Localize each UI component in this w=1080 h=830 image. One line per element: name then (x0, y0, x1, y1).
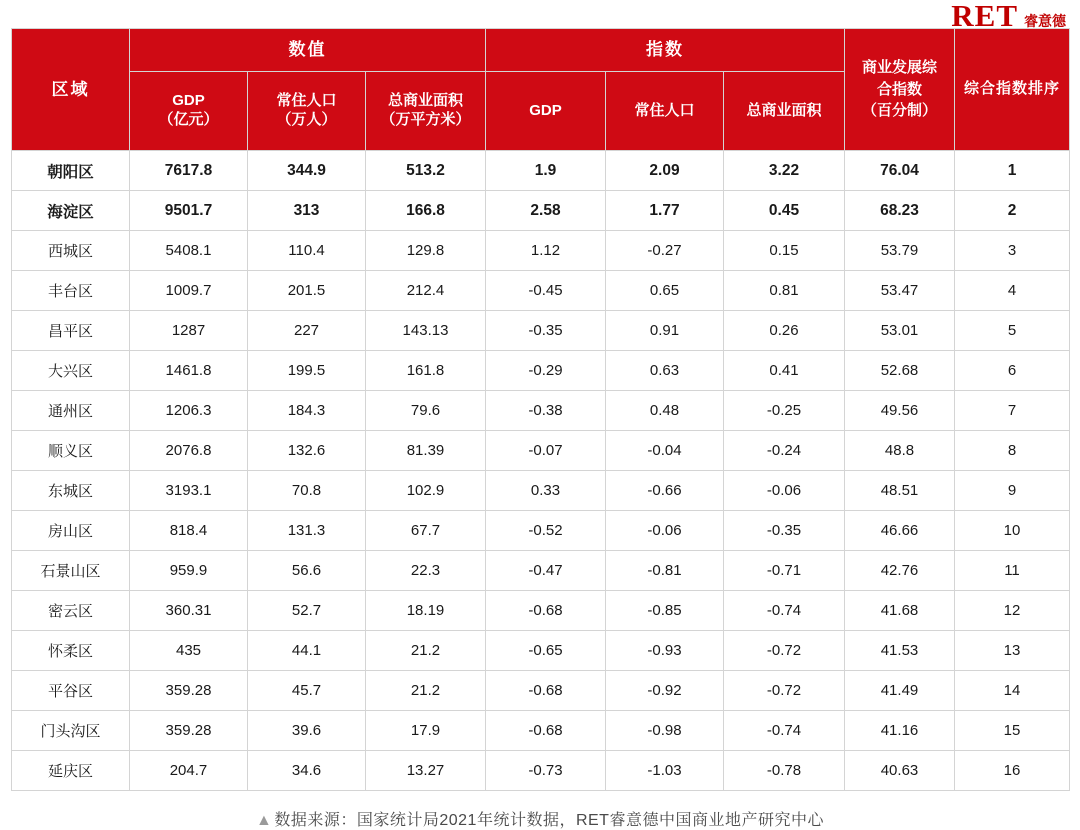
cell-region: 西城区 (12, 231, 130, 271)
cell-gdp-index: 0.33 (486, 471, 606, 511)
cell-population: 70.8 (248, 471, 366, 511)
source-text: 数据来源：国家统计局2021年统计数据，RET睿意德中国商业地产研究中心 (274, 812, 824, 829)
cell-gdp-index: -0.29 (486, 351, 606, 391)
cell-population: 131.3 (248, 511, 366, 551)
cell-area-index: -0.24 (724, 431, 845, 471)
cell-gdp: 435 (130, 631, 248, 671)
cell-gdp-index: -0.45 (486, 271, 606, 311)
cell-area: 81.39 (366, 431, 486, 471)
cell-area: 129.8 (366, 231, 486, 271)
cell-population: 110.4 (248, 231, 366, 271)
cell-region: 丰台区 (12, 271, 130, 311)
cell-area: 21.2 (366, 671, 486, 711)
cell-area-index: -0.78 (724, 751, 845, 791)
cell-composite-index: 48.8 (845, 431, 955, 471)
cell-rank: 9 (955, 471, 1070, 511)
cell-gdp-index: 1.9 (486, 151, 606, 191)
cell-area-index: -0.06 (724, 471, 845, 511)
cell-composite-index: 76.04 (845, 151, 955, 191)
cell-gdp-index: -0.07 (486, 431, 606, 471)
cell-rank: 15 (955, 711, 1070, 751)
cell-gdp: 818.4 (130, 511, 248, 551)
header-group-values: 数值 (130, 29, 486, 72)
cell-rank: 6 (955, 351, 1070, 391)
table-row (12, 151, 1070, 191)
cell-rank: 16 (955, 751, 1070, 791)
cell-composite-index: 41.68 (845, 591, 955, 631)
cell-area-index: -0.72 (724, 671, 845, 711)
cell-region: 延庆区 (12, 751, 130, 791)
cell-population-index: 2.09 (606, 151, 724, 191)
cell-rank: 8 (955, 431, 1070, 471)
cell-composite-index: 53.47 (845, 271, 955, 311)
table-body (12, 151, 1070, 791)
table-row (12, 671, 1070, 711)
header-population-index: 常住人口 (606, 72, 724, 151)
cell-population-index: 0.48 (606, 391, 724, 431)
cell-rank: 12 (955, 591, 1070, 631)
table-row (12, 591, 1070, 631)
cell-population: 199.5 (248, 351, 366, 391)
header-region: 区域 (12, 29, 130, 151)
cell-composite-index: 40.63 (845, 751, 955, 791)
header-gdp-line1: GDP (172, 92, 205, 110)
cell-gdp-index: -0.73 (486, 751, 606, 791)
cell-population: 39.6 (248, 711, 366, 751)
table-row (12, 551, 1070, 591)
cell-area: 143.13 (366, 311, 486, 351)
cell-gdp-index: -0.38 (486, 391, 606, 431)
table-row (12, 431, 1070, 471)
header-gdp-line2: （亿元） (158, 111, 219, 128)
cell-region: 昌平区 (12, 311, 130, 351)
cell-region: 石景山区 (12, 551, 130, 591)
cell-composite-index: 52.68 (845, 351, 955, 391)
cell-population-index: 0.91 (606, 311, 724, 351)
cell-area-index: -0.35 (724, 511, 845, 551)
cell-composite-index: 68.23 (845, 191, 955, 231)
table-row (12, 711, 1070, 751)
cell-gdp: 1461.8 (130, 351, 248, 391)
cell-population-index: 0.63 (606, 351, 724, 391)
cell-area-index: 0.15 (724, 231, 845, 271)
cell-area-index: 3.22 (724, 151, 845, 191)
cell-region: 房山区 (12, 511, 130, 551)
header-group-index: 指数 (486, 29, 845, 72)
cell-population: 344.9 (248, 151, 366, 191)
cell-population-index: -0.92 (606, 671, 724, 711)
cell-population: 132.6 (248, 431, 366, 471)
table-row (12, 511, 1070, 551)
cell-population: 56.6 (248, 551, 366, 591)
table-row (12, 751, 1070, 791)
cell-gdp-index: -0.68 (486, 671, 606, 711)
cell-region: 顺义区 (12, 431, 130, 471)
cell-area-index: -0.71 (724, 551, 845, 591)
table-row (12, 191, 1070, 231)
cell-rank: 10 (955, 511, 1070, 551)
table-row (12, 471, 1070, 511)
cell-population: 44.1 (248, 631, 366, 671)
cell-rank: 1 (955, 151, 1070, 191)
cell-composite-index: 53.79 (845, 231, 955, 271)
header-gdp-value (130, 72, 248, 151)
cell-gdp-index: -0.47 (486, 551, 606, 591)
cell-gdp: 359.28 (130, 711, 248, 751)
cell-population: 52.7 (248, 591, 366, 631)
cell-population-index: -0.27 (606, 231, 724, 271)
cell-area: 13.27 (366, 751, 486, 791)
logo-chinese-name: 睿意德 (1024, 13, 1066, 29)
cell-rank: 14 (955, 671, 1070, 711)
cell-gdp: 1287 (130, 311, 248, 351)
cell-composite-index: 48.51 (845, 471, 955, 511)
cell-region: 怀柔区 (12, 631, 130, 671)
cell-area: 513.2 (366, 151, 486, 191)
header-composite-line3: （百分制） (861, 102, 937, 120)
cell-area: 17.9 (366, 711, 486, 751)
table-header (12, 29, 1070, 151)
cell-gdp: 959.9 (130, 551, 248, 591)
cell-gdp: 359.28 (130, 671, 248, 711)
cell-gdp-index: 1.12 (486, 231, 606, 271)
header-pop-line2: （万人） (276, 111, 337, 128)
header-composite-index (845, 29, 955, 151)
cell-region: 朝阳区 (12, 151, 130, 191)
cell-composite-index: 41.53 (845, 631, 955, 671)
header-rank: 综合指数排序 (955, 29, 1070, 151)
triangle-icon: ▲ (256, 812, 273, 829)
cell-composite-index: 53.01 (845, 311, 955, 351)
cell-rank: 13 (955, 631, 1070, 671)
cell-area-index: 0.26 (724, 311, 845, 351)
header-composite-line1: 商业发展综 (861, 58, 937, 76)
cell-area: 79.6 (366, 391, 486, 431)
cell-area: 21.2 (366, 631, 486, 671)
cell-area-index: -0.72 (724, 631, 845, 671)
cell-population-index: -0.06 (606, 511, 724, 551)
cell-population-index: -0.93 (606, 631, 724, 671)
cell-gdp: 3193.1 (130, 471, 248, 511)
cell-composite-index: 42.76 (845, 551, 955, 591)
cell-area: 22.3 (366, 551, 486, 591)
cell-region: 平谷区 (12, 671, 130, 711)
cell-area-index: 0.45 (724, 191, 845, 231)
header-gdp-index: GDP (486, 72, 606, 151)
cell-gdp: 1206.3 (130, 391, 248, 431)
cell-gdp: 1009.7 (130, 271, 248, 311)
cell-area-index: 0.41 (724, 351, 845, 391)
header-area-line1: 总商业面积 (387, 92, 463, 110)
cell-population-index: -1.03 (606, 751, 724, 791)
header-composite-line2: 合指数 (876, 80, 922, 98)
cell-population-index: -0.81 (606, 551, 724, 591)
cell-composite-index: 49.56 (845, 391, 955, 431)
cell-area: 67.7 (366, 511, 486, 551)
cell-gdp-index: -0.68 (486, 711, 606, 751)
table-row (12, 231, 1070, 271)
table-row (12, 271, 1070, 311)
cell-population-index: -0.98 (606, 711, 724, 751)
cell-rank: 5 (955, 311, 1070, 351)
cell-area: 166.8 (366, 191, 486, 231)
cell-gdp: 204.7 (130, 751, 248, 791)
table-row (12, 311, 1070, 351)
cell-population-index: 1.77 (606, 191, 724, 231)
logo-wordmark: RET (951, 0, 1018, 33)
header-area-index: 总商业面积 (724, 72, 845, 151)
cell-gdp: 9501.7 (130, 191, 248, 231)
cell-region: 密云区 (12, 591, 130, 631)
logo-bar (0, 0, 1080, 33)
cell-population: 184.3 (248, 391, 366, 431)
cell-region: 门头沟区 (12, 711, 130, 751)
source-footnote (0, 807, 1080, 830)
cell-area: 161.8 (366, 351, 486, 391)
cell-population: 313 (248, 191, 366, 231)
table-row (12, 631, 1070, 671)
header-population-value (248, 72, 366, 151)
cell-population-index: -0.04 (606, 431, 724, 471)
cell-gdp-index: -0.68 (486, 591, 606, 631)
ret-logo (951, 0, 1066, 34)
cell-gdp-index: -0.52 (486, 511, 606, 551)
header-area-line2: （万平方米） (380, 111, 471, 128)
cell-rank: 3 (955, 231, 1070, 271)
header-pop-line1: 常住人口 (276, 92, 337, 110)
table-row (12, 351, 1070, 391)
cell-region: 海淀区 (12, 191, 130, 231)
cell-composite-index: 41.49 (845, 671, 955, 711)
cell-population-index: 0.65 (606, 271, 724, 311)
cell-region: 东城区 (12, 471, 130, 511)
cell-population: 34.6 (248, 751, 366, 791)
cell-gdp-index: 2.58 (486, 191, 606, 231)
cell-region: 通州区 (12, 391, 130, 431)
cell-area-index: -0.74 (724, 591, 845, 631)
cell-population-index: -0.66 (606, 471, 724, 511)
cell-area: 212.4 (366, 271, 486, 311)
cell-area: 102.9 (366, 471, 486, 511)
cell-gdp: 2076.8 (130, 431, 248, 471)
cell-population: 227 (248, 311, 366, 351)
cell-area-index: -0.74 (724, 711, 845, 751)
cell-gdp: 7617.8 (130, 151, 248, 191)
cell-rank: 11 (955, 551, 1070, 591)
cell-rank: 2 (955, 191, 1070, 231)
cell-gdp: 360.31 (130, 591, 248, 631)
header-row-1 (12, 29, 1070, 72)
cell-area: 18.19 (366, 591, 486, 631)
cell-gdp-index: -0.65 (486, 631, 606, 671)
cell-area-index: 0.81 (724, 271, 845, 311)
cell-population-index: -0.85 (606, 591, 724, 631)
table-row (12, 391, 1070, 431)
commercial-development-index-table (11, 28, 1070, 791)
cell-area-index: -0.25 (724, 391, 845, 431)
cell-composite-index: 41.16 (845, 711, 955, 751)
cell-region: 大兴区 (12, 351, 130, 391)
header-area-value (366, 72, 486, 151)
cell-gdp: 5408.1 (130, 231, 248, 271)
cell-gdp-index: -0.35 (486, 311, 606, 351)
cell-rank: 7 (955, 391, 1070, 431)
cell-population: 201.5 (248, 271, 366, 311)
cell-composite-index: 46.66 (845, 511, 955, 551)
cell-population: 45.7 (248, 671, 366, 711)
cell-rank: 4 (955, 271, 1070, 311)
